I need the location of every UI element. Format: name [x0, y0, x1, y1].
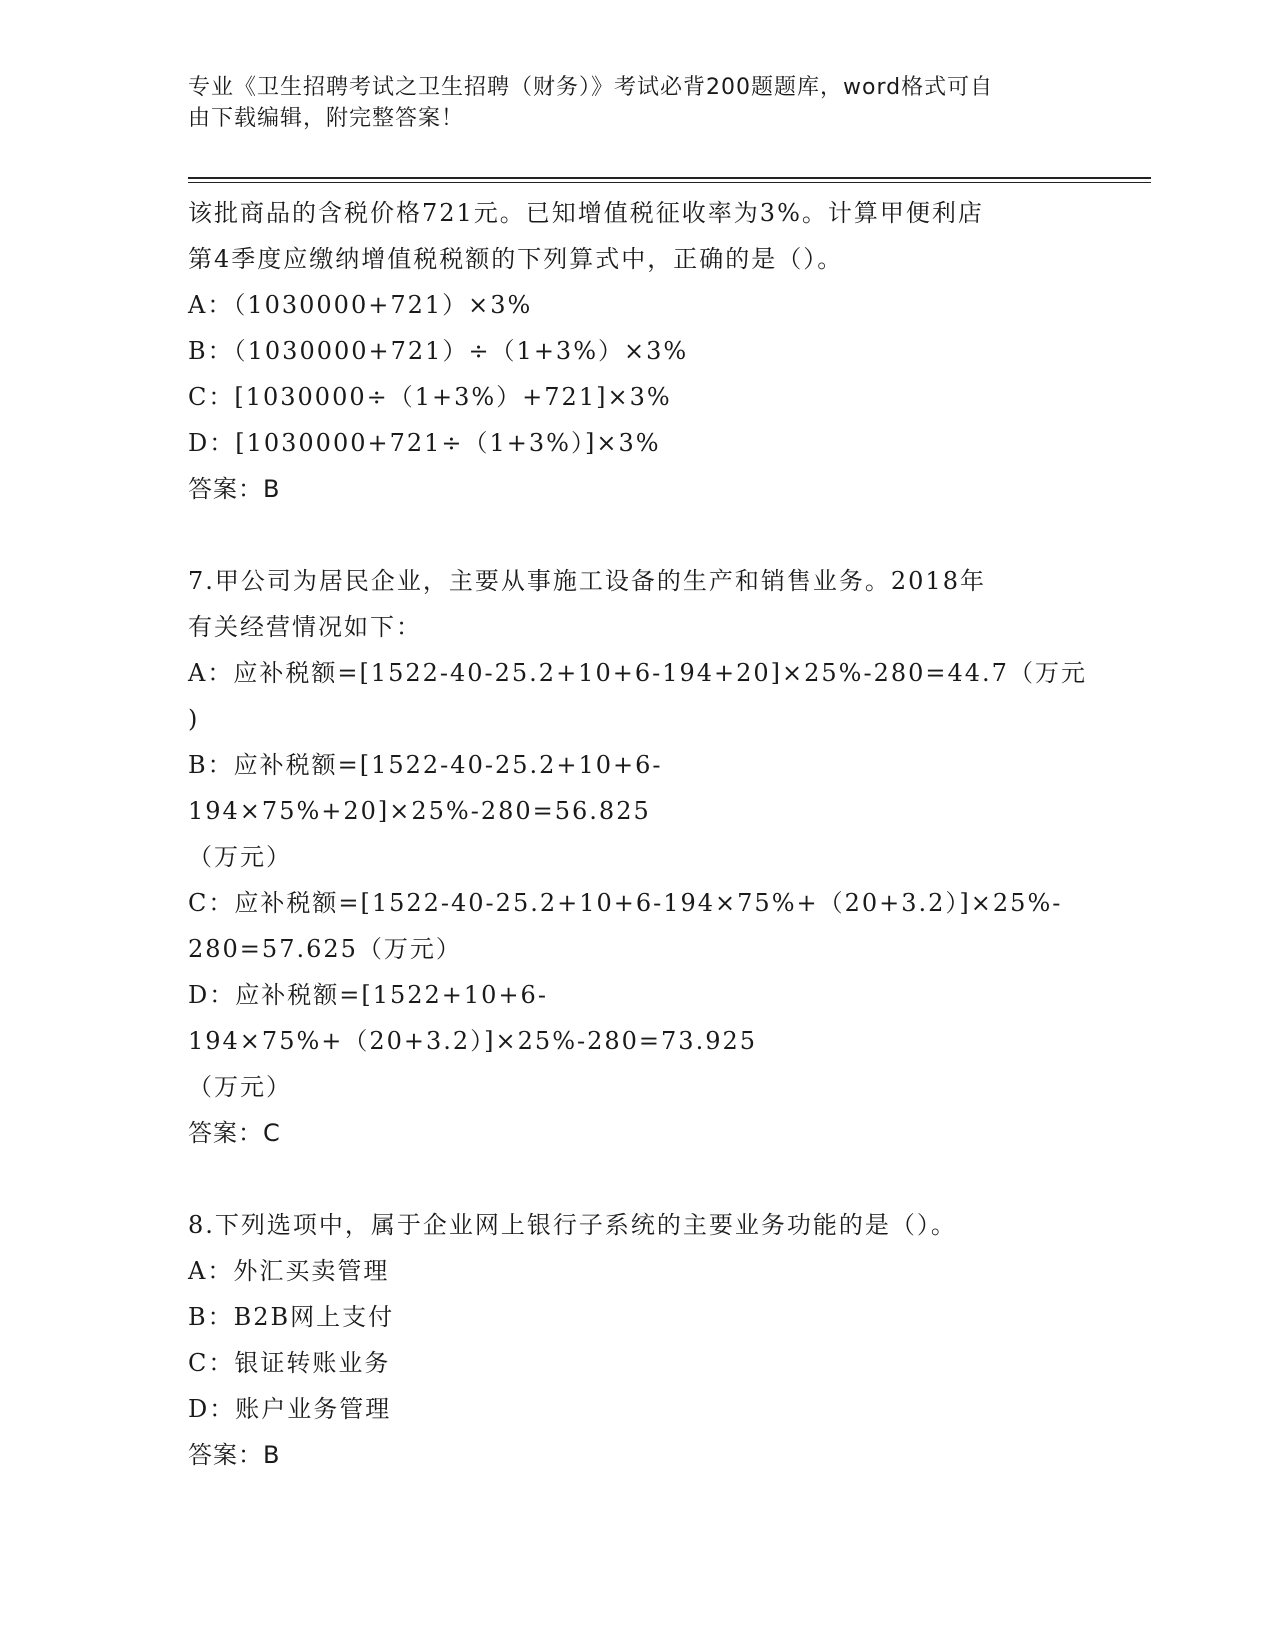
header-rule-thick [188, 177, 1151, 179]
question-stem-line: 8.下列选项中，属于企业网上银行子系统的主要业务功能的是（）。 [188, 1211, 957, 1239]
option-a-continued: ) [188, 705, 200, 733]
option-d: D：应补税额=[1522+10+6-194×75%+（20+3.2）]×25%-280=73.925 [188, 981, 758, 1055]
question-stem-line: 该批商品的含税价格721元。已知增值税征收率为3%。计算甲便利店 [188, 199, 984, 227]
header-rule-thin [188, 182, 1151, 183]
option-d: D：账户业务管理 [188, 1395, 392, 1423]
spacer [188, 512, 1088, 558]
option-a: A：（1030000+721）×3% [188, 291, 533, 319]
option-a: A：外汇买卖管理 [188, 1257, 390, 1285]
option-c: C：[1030000÷（1+3%）+721]×3% [188, 383, 672, 411]
answer-line: 答案：C [188, 1119, 281, 1147]
option-b: B：（1030000+721）÷（1+3%）×3% [188, 337, 689, 365]
option-b: B：应补税额=[1522-40-25.2+10+6-194×75%+20]×25%-280=56.825 [188, 751, 663, 825]
header-line-2: 由下载编辑，附完整答案！ [188, 106, 465, 131]
option-c: C：银证转账业务 [188, 1349, 391, 1377]
option-c: C：应补税额=[1522-40-25.2+10+6-194×75%+（20+3.2）]×25%- [188, 889, 1063, 917]
document-body [188, 190, 1088, 1478]
question-7 [188, 558, 1088, 1156]
question-stem-line: 第4季度应缴纳增值税税额的下列算式中，正确的是（）。 [188, 245, 844, 273]
question-8 [188, 1202, 1088, 1478]
answer-line: 答案：B [188, 1441, 281, 1469]
spacer [188, 1156, 1088, 1202]
option-b: B：B2B网上支付 [188, 1303, 395, 1331]
document-header [188, 72, 1068, 134]
question-stem-line: 有关经营情况如下： [188, 613, 422, 641]
option-d: D：[1030000+721÷（1+3%）]×3% [188, 429, 661, 457]
question-stem-line: 7.甲公司为居民企业，主要从事施工设备的生产和销售业务。2018年 [188, 567, 986, 595]
option-d-continued: （万元） [188, 1073, 292, 1101]
option-c-continued: 280=57.625（万元） [188, 935, 462, 963]
question-6 [188, 190, 1088, 512]
answer-line: 答案：B [188, 475, 281, 503]
option-a: A：应补税额=[1522-40-25.2+10+6-194+20]×25%-280=44.7（万元 [188, 659, 1087, 687]
option-b-continued: （万元） [188, 843, 292, 871]
header-line-1: 专业《卫生招聘考试之卫生招聘（财务）》考试必背200题题库，word格式可自 [188, 75, 994, 100]
